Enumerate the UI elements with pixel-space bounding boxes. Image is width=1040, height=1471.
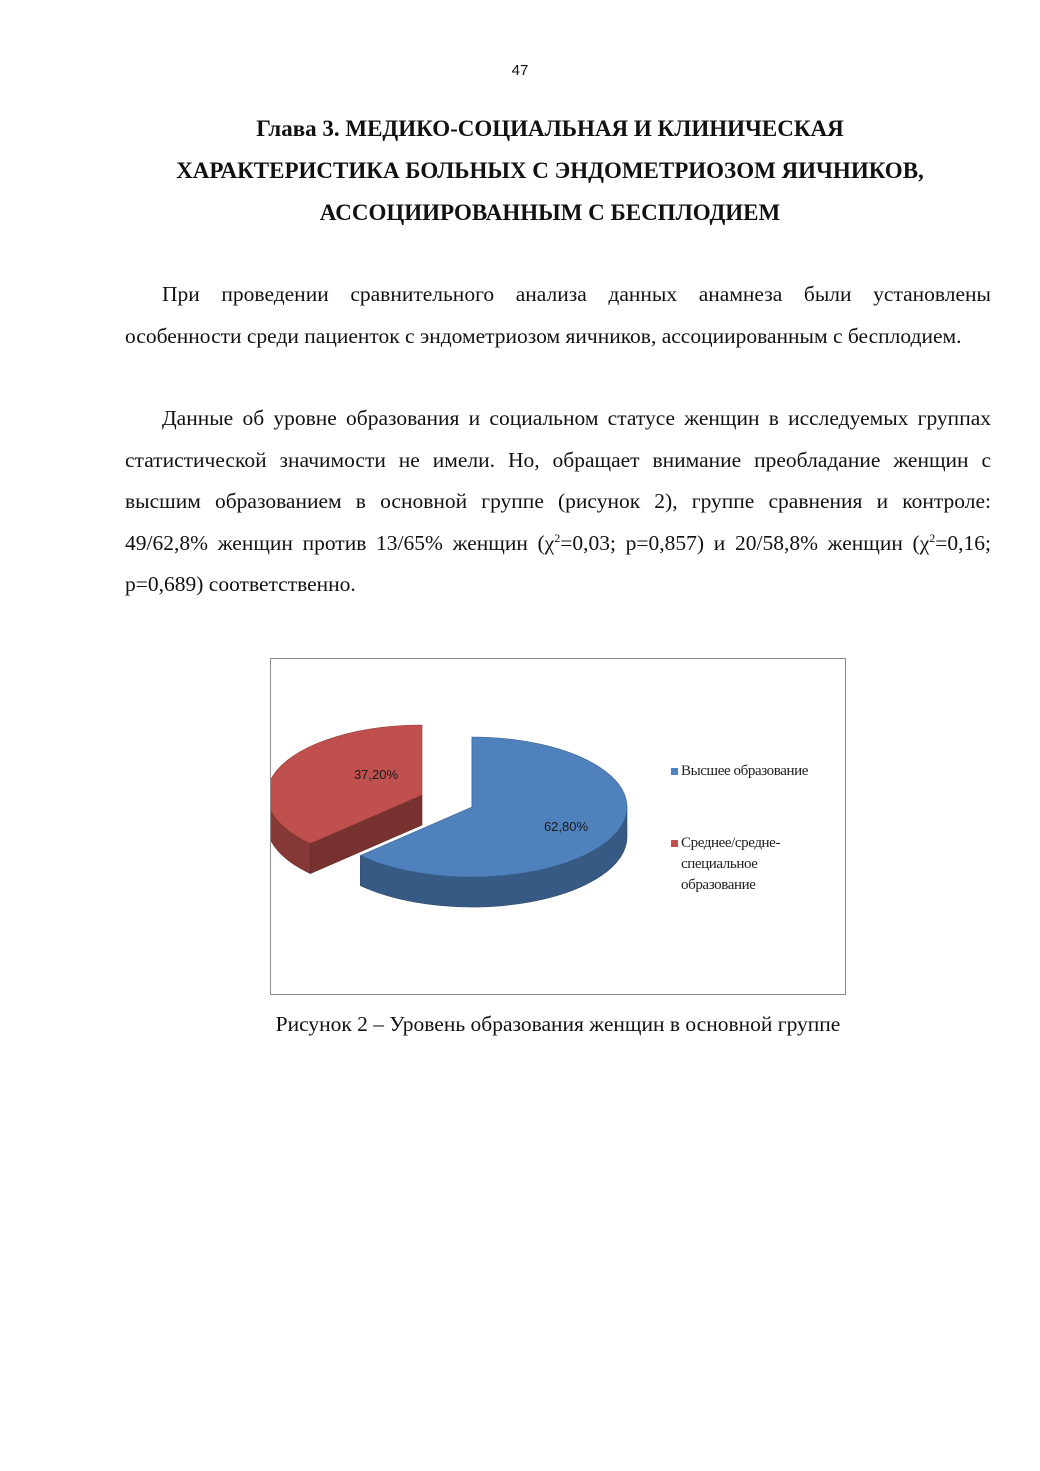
legend-swatch-blue: [671, 768, 678, 775]
legend-label: Среднее/средне-специальное образование: [681, 835, 781, 893]
chapter-title-line-2: ХАРАКТЕРИСТИКА БОЛЬНЫХ С ЭНДОМЕТРИОЗОМ ЯИЧНИКОВ,: [176, 158, 924, 183]
figure-caption: Рисунок 2 – Уровень образования женщин в основной группе: [275, 1012, 841, 1036]
chapter-title-line-1: Глава 3. МЕДИКО-СОЦИАЛЬНАЯ И КЛИНИЧЕСКАЯ: [256, 116, 844, 141]
chapter-title-line-3: АССОЦИИРОВАННЫМ С БЕСПЛОДИЕМ: [319, 200, 781, 225]
paragraph-2-part-a: Данные об уровне образования и социальном статусе женщин в исследуемых группах статистической значимости не имели. Но, обращает внимание преобладание женщин с высшим образованием в основной группе (рисунок 2), группе сравнения и контроле: 49/62,8% женщин против 13/65% женщин (χ: [125, 406, 991, 555]
data-label-0: 62,80%: [543, 819, 589, 834]
pie-chart: [271, 659, 847, 996]
page-number: 47: [511, 62, 529, 79]
paragraph-2-part-b: =0,03; p=0,857) и 20/58,8% женщин (χ: [560, 530, 930, 555]
figure-2-chart: [270, 658, 846, 995]
legend-label: Высшее образование: [681, 763, 809, 779]
chi-square-superscript-1: 2: [554, 530, 561, 545]
paragraph-2-part-c: =0,16; p=0,689) соответственно.: [125, 530, 991, 596]
data-label-1: 37,20%: [353, 767, 399, 782]
paragraph-2: [125, 398, 991, 606]
paragraph-1: При проведении сравнительного анализа данных анамнеза были установлены особенности среди пациенток с эндометриозом яичников, ассоциированным с бесплодием.: [125, 282, 991, 348]
legend-swatch-red: [671, 840, 678, 847]
chi-square-superscript-2: 2: [929, 530, 936, 545]
chapter-title: [110, 108, 990, 234]
